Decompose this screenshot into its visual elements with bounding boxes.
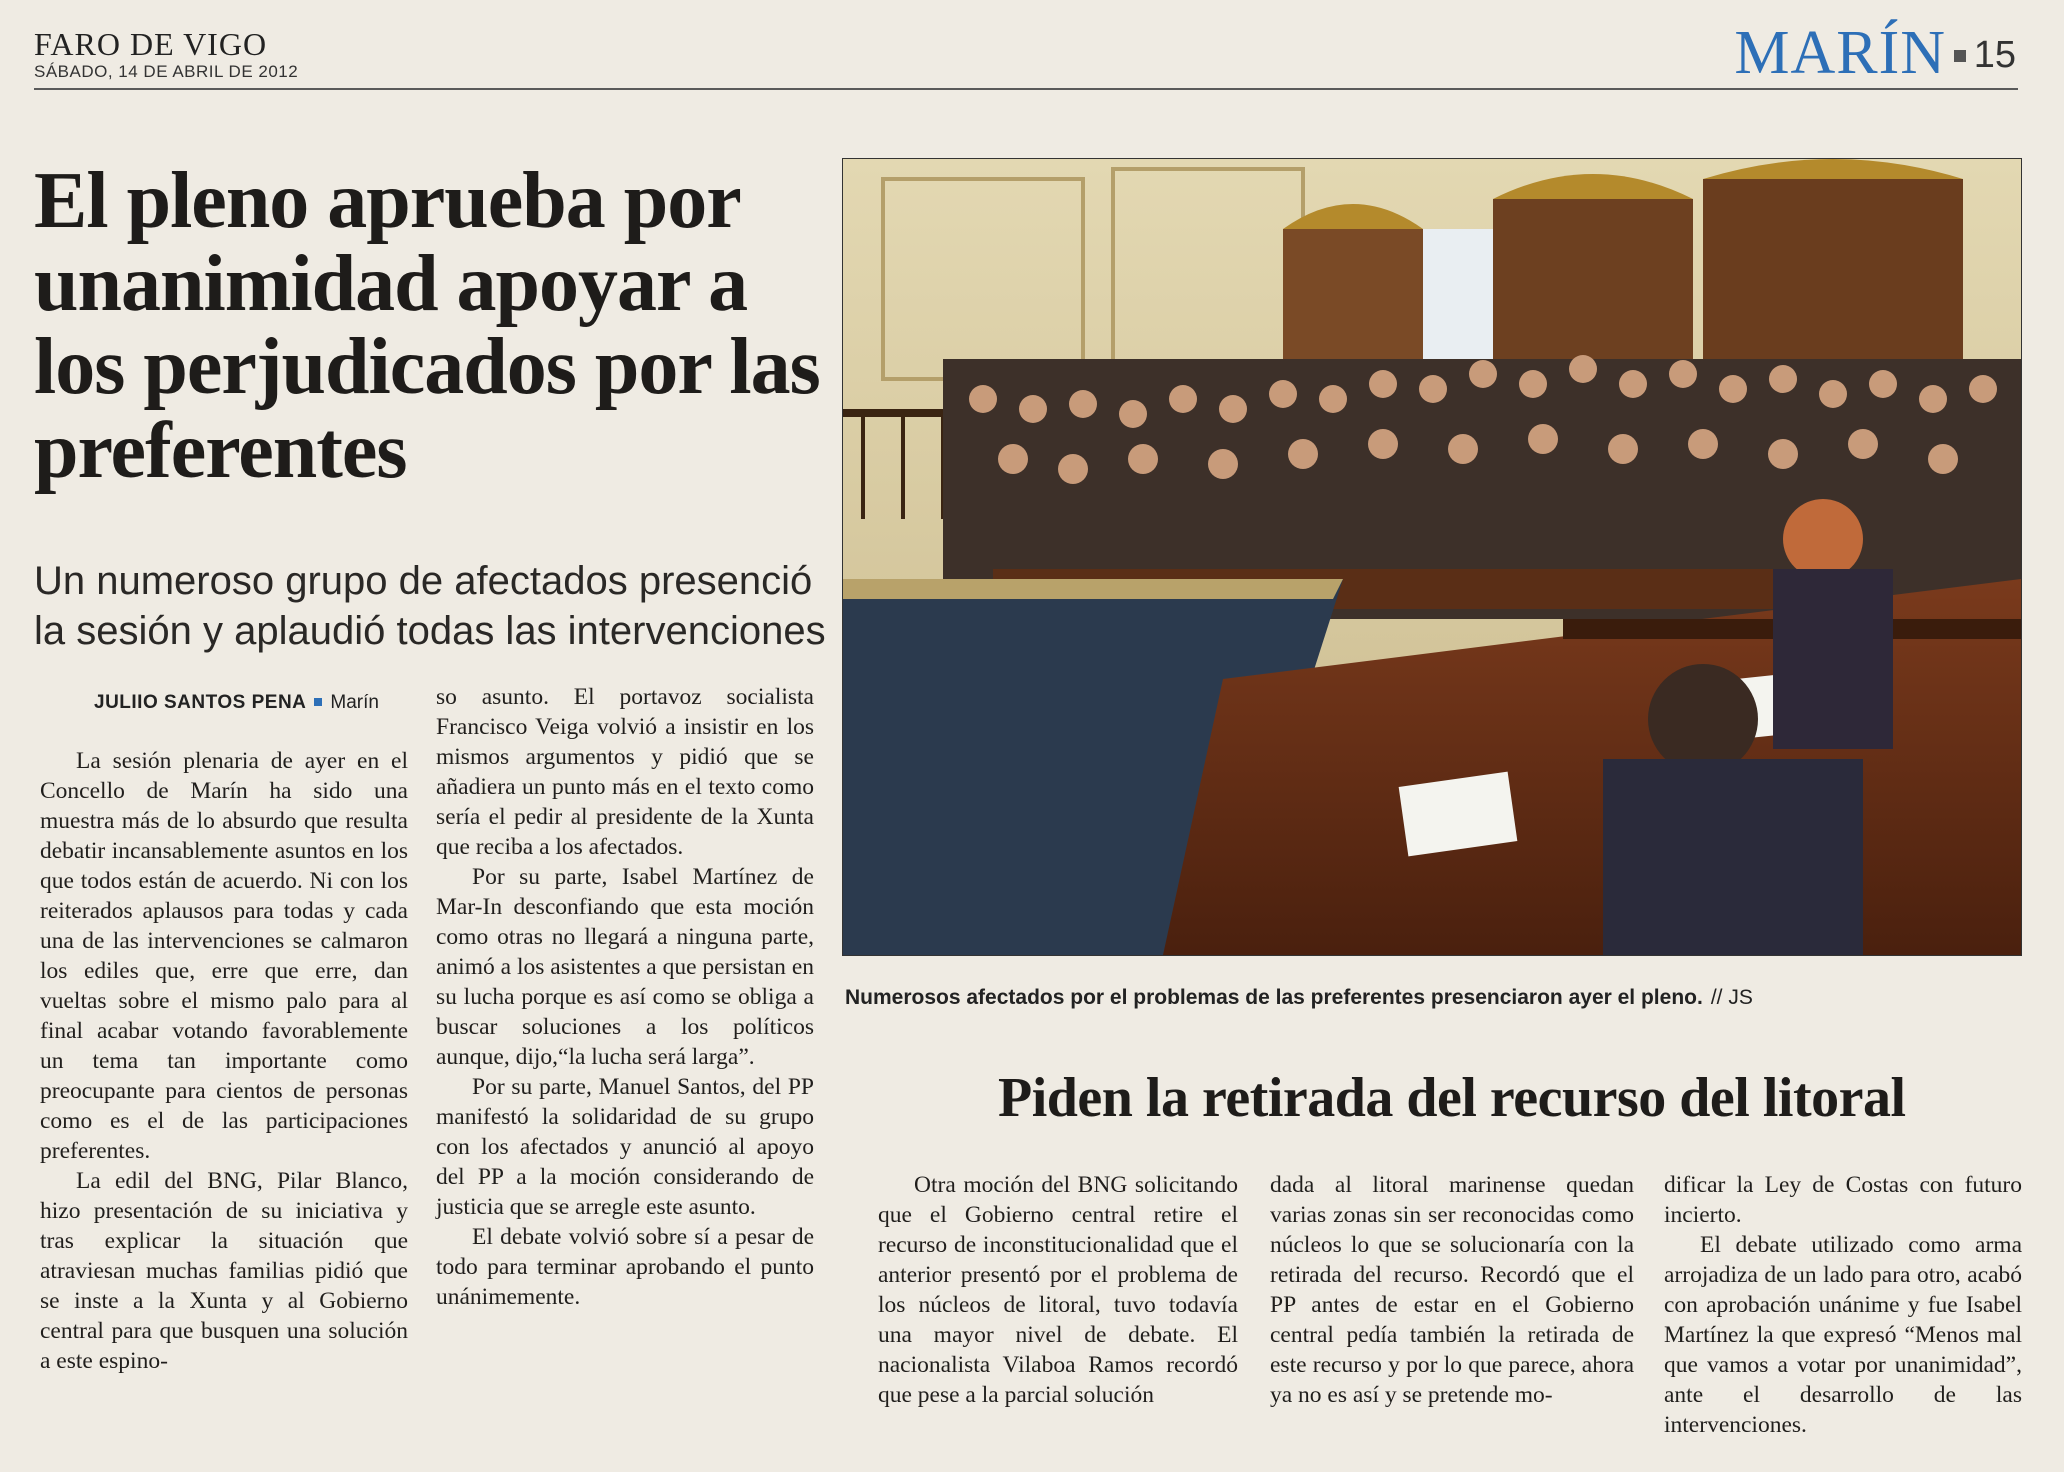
paragraph: Otra moción del BNG solicitando que el Gobierno central retire el recurso de inconstitucionalidad que el anterior presentó por el problema de los núcleos de litoral, tuvo todavía una mayor nivel de debate. El nacionalista Vilaboa Ramos recordó que pese a la parcial solución xyxy=(878,1172,1238,1408)
paragraph-continuation: dada al litoral marinense quedan varias zonas sin ser reconocidas como núcleos lo que se solucionaría con la retirada del recurso. Recordó que el PP antes de estar en el Gobierno central pedía también la retirada de este recurso y por lo que parece, ahora ya no es así y se pretende mo- xyxy=(1270,1172,1634,1408)
article-2-column-3 xyxy=(1664,1170,2022,1440)
paragraph: La sesión plenaria de ayer en el Concello de Marín ha sido una muestra más de lo absurdo que resulta debatir incansablemente asuntos en los que todos están de acuerdo. Ni con los reiterados aplausos para todas y cada una de las intervenciones se calmaron los ediles que, erre que erre, dan vueltas sobre el mismo palo para al final acabar votando favorablemente un tema tan importante como preocupante para cientos de personas como es el de las participaciones preferentes. xyxy=(40,748,408,1164)
paragraph-continuation: so asunto. El portavoz socialista Francisco Veiga volvió a insistir en los mismos argumentos y pidió que se añadiera un punto más en el texto como sería el pedir al presidente de la Xunta que reciba a los afectados. xyxy=(436,684,814,860)
newspaper-name: FARO DE VIGO xyxy=(34,26,268,62)
paragraph: La edil del BNG, Pilar Blanco, hizo presentación de su iniciativa y tras explicar la situación que atraviesan muchas familias pidió que se inste a la Xunta y al Gobierno central para que busquen una solución a este espino- xyxy=(40,1168,408,1374)
masthead-rule xyxy=(34,88,2018,90)
article-column-1 xyxy=(40,746,408,1376)
section-title: MARÍN xyxy=(1734,19,1946,87)
paragraph-continuation: dificar la Ley de Costas con futuro incierto. xyxy=(1664,1172,2022,1228)
page-number-separator xyxy=(1954,50,1966,62)
paragraph: El debate volvió sobre sí a pesar de todo para terminar aprobando el punto unánimemente. xyxy=(436,1224,814,1310)
article-headline: El pleno aprueba por unanimidad apoyar a los perjudicados por las preferentes xyxy=(34,157,820,495)
author-name: JULIIO SANTOS PENA xyxy=(94,692,307,713)
publication-date: SÁBADO, 14 DE ABRIL DE 2012 xyxy=(34,62,299,81)
page-number: 15 xyxy=(1973,34,2016,76)
photo-caption xyxy=(845,986,1753,1010)
article-column-2 xyxy=(436,682,814,1312)
byline-location: Marín xyxy=(330,692,379,713)
paragraph: El debate utilizado como arma arrojadiza de un lado para otro, acabó con aprobación unánime y fue Isabel Martínez la que expresó “Menos mal que vamos a votar por unanimidad”, ante el desarrollo de las intervenciones. xyxy=(1664,1232,2022,1438)
article-subheadline: Un numeroso grupo de afectados presenció la sesión y aplaudió todas las intervenciones xyxy=(34,559,826,653)
paragraph: Por su parte, Isabel Martínez de Mar-In desconfiando que esta moción como otras no llegará a ninguna parte, animó a los asistentes a que persistan en su lucha porque es así como se obliga a buscar soluciones a los políticos aunque, dijo,“la lucha será larga”. xyxy=(436,864,814,1070)
photo-credit: // JS xyxy=(1710,986,1753,1009)
session-photo xyxy=(842,158,2022,956)
article-2-headline: Piden la retirada del recurso del litoral xyxy=(998,1067,1906,1129)
article-2-column-1 xyxy=(878,1170,1238,1410)
article-2-column-2 xyxy=(1270,1170,1634,1410)
article-byline xyxy=(94,692,379,714)
byline-separator xyxy=(314,698,322,706)
paragraph: Por su parte, Manuel Santos, del PP manifestó la solidaridad de su grupo con los afectados y anunció al apoyo del PP a la moción considerando de justicia que se arregle este asunto. xyxy=(436,1074,814,1220)
caption-text: Numerosos afectados por el problemas de las preferentes presenciaron ayer el pleno. xyxy=(845,986,1703,1009)
